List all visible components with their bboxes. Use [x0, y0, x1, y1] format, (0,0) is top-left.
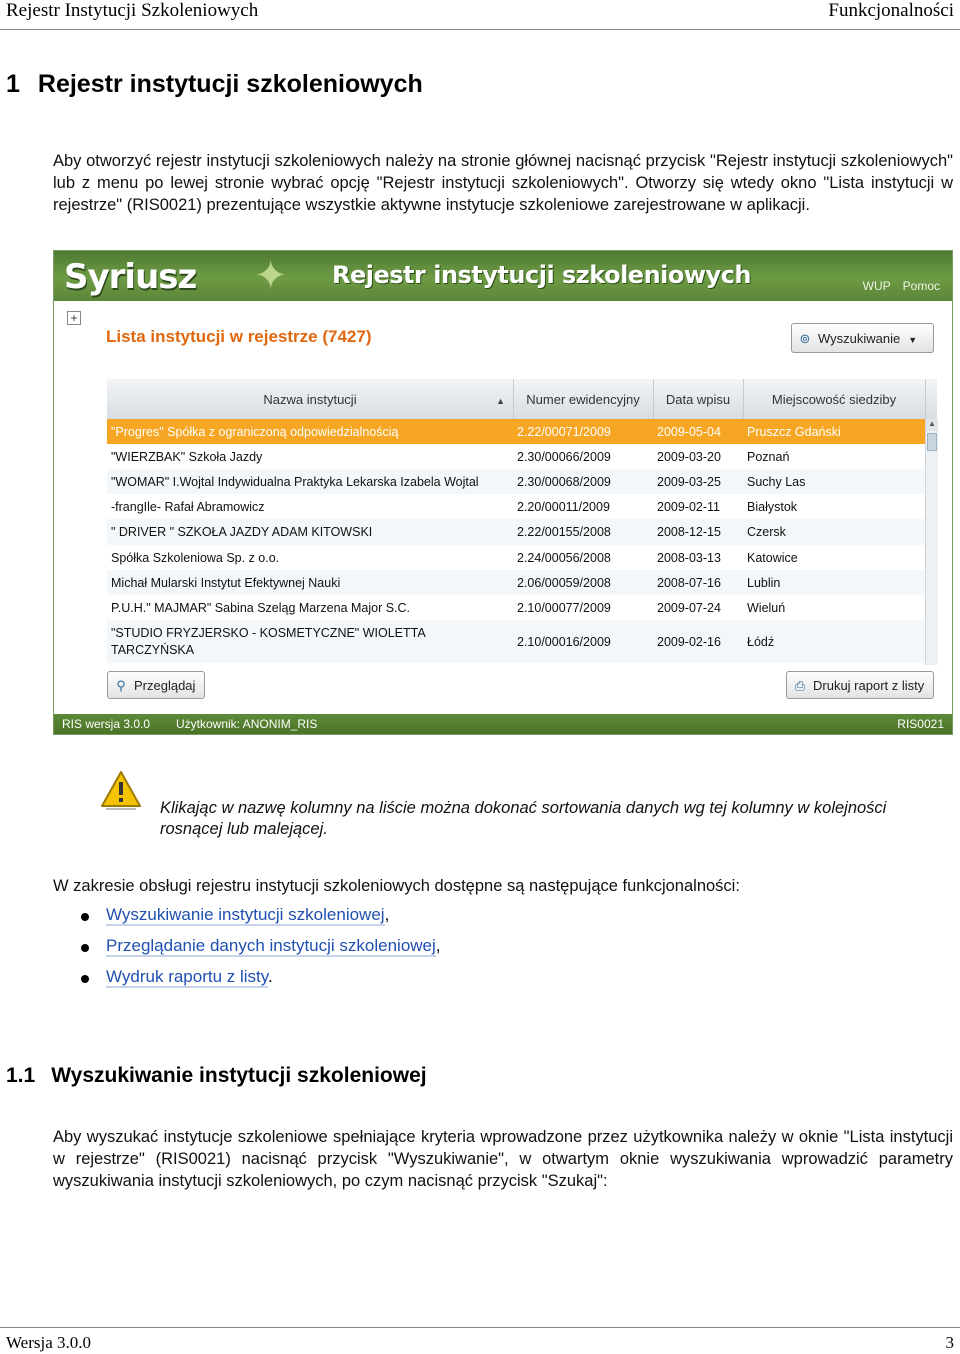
running-header-left: Rejestr Instytucji Szkoleniowych: [6, 0, 259, 21]
list-item: Wyszukiwanie instytucji szkoleniowej,: [75, 905, 441, 936]
wup-link[interactable]: WUP: [862, 279, 891, 293]
intro-paragraph: Aby otworzyć rejestr instytucji szkoleniowych należy na stronie głównej nacisnąć przycisk "Rejestr instytucji szkoleniowych" lub z menu po lewej stronie wybrać opcję "Rejestr instytucji szkoleniowych". Otworzy się wtedy okno "Lista instytucji w rejestrze" (RIS0021) prezentujące wszystkie aktywne instytucje szkoleniowe zarejestrowane w aplikacji.: [53, 152, 953, 214]
institutions-table: [107, 379, 937, 665]
scope-paragraph: W zakresie obsługi rejestru instytucji szkoleniowych dostępne są następujące funkcjonalności:: [53, 877, 740, 895]
app-banner: [54, 251, 952, 301]
table-row[interactable]: -frangIle- Rafał Abramowicz 2.20/00011/2009 2009-02-11 Białystok: [111, 499, 798, 514]
column-date[interactable]: Data wpisu: [653, 379, 744, 419]
version-label: RIS wersja 3.0.0: [62, 717, 151, 731]
list-item: Przeglądanie danych instytucji szkoleniowej,: [75, 936, 441, 967]
binoculars-icon: ⊚: [799, 331, 811, 346]
banner-title: Rejestr instytucji szkoleniowych: [332, 261, 752, 289]
search-button[interactable]: ⊚ Wyszukiwanie ▼: [791, 323, 934, 353]
browse-button[interactable]: ⚲ Przeglądaj: [107, 671, 205, 699]
column-name[interactable]: Nazwa instytucji ▲: [107, 379, 514, 419]
table-row[interactable]: "Progres" Spółka z ograniczoną odpowiedzialnością 2.22/00071/2009 2009-05-04 Pruszcz Gdański: [107, 419, 925, 444]
banner-links: [863, 279, 952, 293]
list-item: Wydruk raportu z listy.: [75, 967, 441, 998]
page-number: 3: [945, 1333, 954, 1352]
help-link[interactable]: Pomoc: [902, 279, 940, 293]
screen-code: RIS0021: [897, 717, 944, 731]
list-title: Lista instytucji w rejestrze (7427): [106, 327, 372, 346]
status-bar: [54, 714, 952, 734]
table-row[interactable]: "STUDIO FRYZJERSKO - KOSMETYCZNE" WIOLETTA TARCZYŃSKA 2.10/00016/2009 2009-02-16 Łódź: [107, 620, 925, 663]
subsection-heading: 1.1 Wyszukiwanie instytucji szkoleniowej: [6, 1064, 427, 1087]
browse-institution-link[interactable]: Przeglądanie danych instytucji szkoleniowej: [106, 936, 436, 955]
warning-icon: [100, 770, 142, 810]
table-scrollbar[interactable]: [925, 419, 938, 665]
table-row[interactable]: Michał Mularski Instytut Efektywnej Nauki 2.06/00059/2008 2008-07-16 Lublin: [107, 570, 925, 595]
expand-icon[interactable]: +: [67, 311, 81, 325]
scroll-up-icon[interactable]: ▲: [926, 419, 938, 431]
brand-logo: Syriusz: [64, 257, 197, 297]
app-screenshot: [53, 250, 953, 735]
user-label: Użytkownik: ANONIM_RIS: [176, 717, 318, 731]
print-report-button[interactable]: ⎙ Drukuj raport z listy: [786, 671, 934, 699]
sort-ascending-icon: ▲: [496, 396, 505, 406]
search-paragraph: Aby wyszukać instytucje szkoleniowe spełniające kryteria wprowadzone przez użytkownika należy w oknie "Lista instytucji w rejestrze" (RIS0021) nacisnąć przycisk "Wyszukiwanie", w otwartym oknie wyszukiwania wprowadzić parametry wyszukiwania instytucji szkoleniowych, po czym nacisnąć przycisk "Szukaj":: [53, 1128, 953, 1190]
printer-icon: ⎙: [794, 678, 806, 693]
column-number[interactable]: Numer ewidencyjny: [513, 379, 654, 419]
chevron-down-icon: ▼: [908, 335, 918, 345]
scrollbar-thumb[interactable]: [927, 433, 937, 451]
sorting-note: Klikając w nazwę kolumny na liście można dokonać sortowania danych wg tej kolumny w kolejności rosnącej lub malejącej.: [160, 799, 887, 838]
footer-version: Wersja 3.0.0: [6, 1333, 92, 1352]
table-header: [107, 379, 937, 420]
table-row[interactable]: "WOMAR" I.Wojtal Indywidualna Praktyka Lekarska Izabela Wojtal 2.30/00068/2009 2009-03-25 Suchy Las: [107, 469, 925, 494]
footer-divider: [0, 1327, 960, 1328]
header-divider: [0, 29, 960, 30]
table-row[interactable]: " DRIVER " SZKOŁA JAZDY ADAM KITOWSKI 2.22/00155/2008 2008-12-15 Czersk: [107, 519, 925, 545]
functions-list: [75, 905, 441, 998]
star-icon: ✦: [254, 254, 288, 298]
section-heading: 1 Rejestr instytucji szkoleniowych: [6, 70, 423, 98]
search-institution-link[interactable]: Wyszukiwanie instytucji szkoleniowej: [106, 905, 385, 924]
magnifier-icon: ⚲: [116, 678, 126, 693]
print-report-link[interactable]: Wydruk raportu z listy: [106, 967, 269, 986]
table-row[interactable]: Spółka Szkoleniowa Sp. z o.o. 2.24/00056/2008 2008-03-13 Katowice: [111, 550, 798, 565]
column-city[interactable]: Miejscowość siedziby: [743, 379, 926, 419]
table-row[interactable]: "WIERZBAK" Szkoła Jazdy 2.30/00066/2009 2009-03-20 Poznań: [111, 449, 790, 464]
table-row[interactable]: P.U.H." MAJMAR" Sabina Szeląg Marzena Major S.C. 2.10/00077/2009 2009-07-24 Wieluń: [111, 600, 786, 615]
running-header-right: Funkcjonalności: [828, 0, 954, 21]
